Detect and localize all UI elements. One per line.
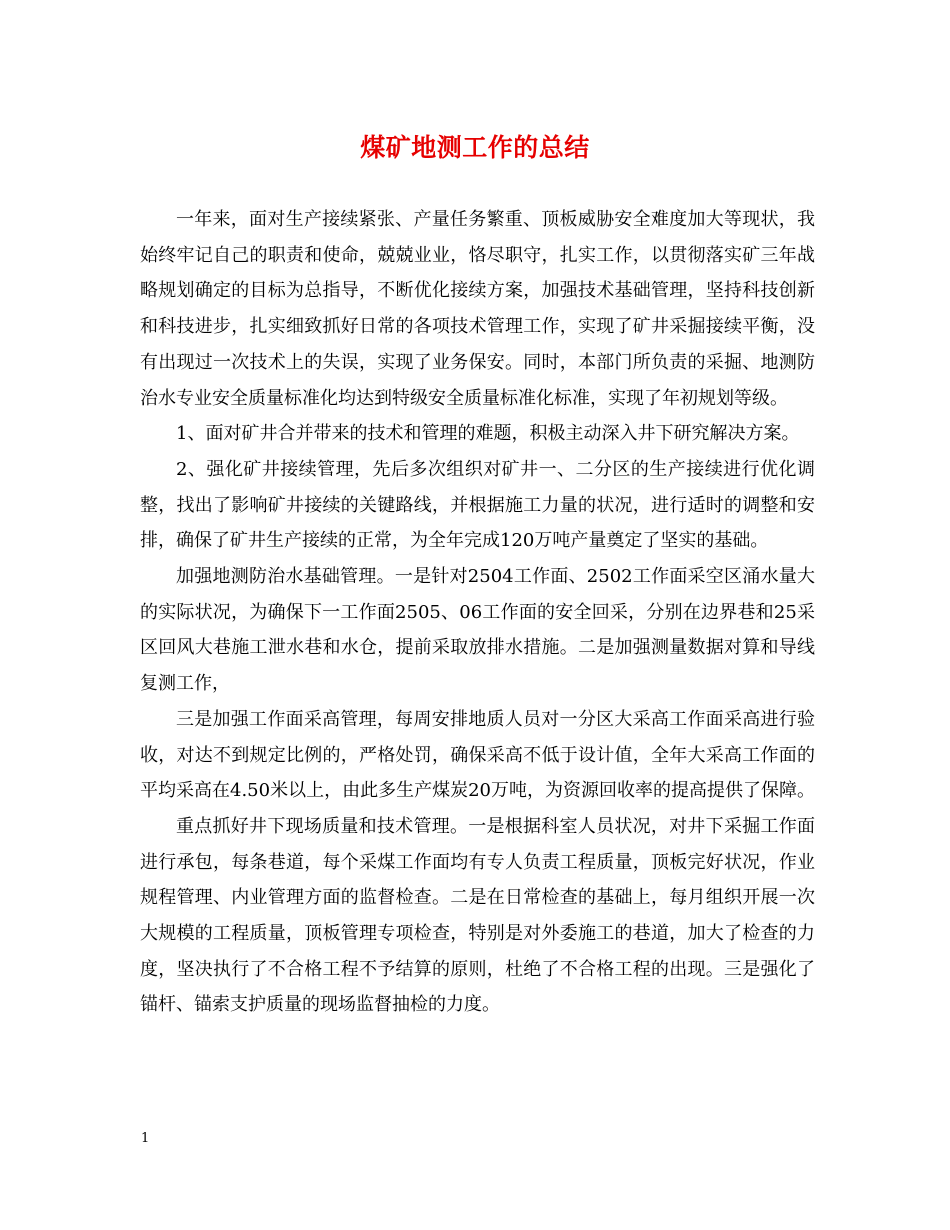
paragraph-mining-height: 三是加强工作面采高管理，每周安排地质人员对一分区大采高工作面采高进行验收，对达不到规定比例的，严格处罚，确保采高不低于设计值，全年大采高工作面的平均采高在4.50米以上，由此多生产煤炭20万吨，为资源回收率的提高提供了保障。 [140, 708, 815, 802]
paragraph-quality-management: 重点抓好井下现场质量和技术管理。一是根据科室人员状况，对井下采掘工作面进行承包，每条巷道，每个采煤工作面均有专人负责工程质量，顶板完好状况，作业规程管理、内业管理方面的监督检查。二是在日常检查的基础上，每月组织开展一次大规模的工程质量，顶板管理专项检查，特别是对外委施工的巷道，加大了检查的力度，坚决执行了不合格工程不予结算的原则，杜绝了不合格工程的出现。三是强化了锚杆、锚索支护质量的现场监督抽检的力度。 [140, 815, 815, 1016]
paragraph-intro: 一年来，面对生产接续紧张、产量任务繁重、顶板威胁安全难度加大等现状，我始终牢记自己的职责和使命，兢兢业业，恪尽职守，扎实工作，以贯彻落实矿三年战略规划确定的目标为总指导，不断优化接续方案，加强技术基础管理，坚持科技创新和科技进步，扎实细致抓好日常的各项技术管理工作，实现了矿井采掘接续平衡，没有出现过一次技术上的失误，实现了业务保安。同时，本部门所负责的采掘、地测防治水专业安全质量标准化均达到特级安全质量标准化标准，实现了年初规划等级。 [140, 209, 815, 409]
document-body [140, 202, 815, 1023]
paragraph-item-2: 2、强化矿井接续管理，先后多次组织对矿井一、二分区的生产接续进行优化调整，找出了影响矿井接续的关键路线，并根据施工力量的状况，进行适时的调整和安排，确保了矿井生产接续的正常，为全年完成120万吨产量奠定了坚实的基础。 [140, 458, 815, 552]
document-title: 煤矿地测工作的总结 [360, 133, 590, 162]
page-number: 1 [141, 1131, 150, 1146]
paragraph-water-management: 加强地测防治水基础管理。一是针对2504工作面、2502工作面采空区涌水量大的实际状况，为确保下一工作面2505、06工作面的安全回采，分别在边界巷和25采区回风大巷施工泄水巷和水仓，提前采取放排水措施。二是加强测量数据对算和导线复测工作， [140, 566, 815, 695]
paragraph-item-1: 1、面对矿井合并带来的技术和管理的难题，积极主动深入井下研究解决方案。 [176, 423, 800, 445]
